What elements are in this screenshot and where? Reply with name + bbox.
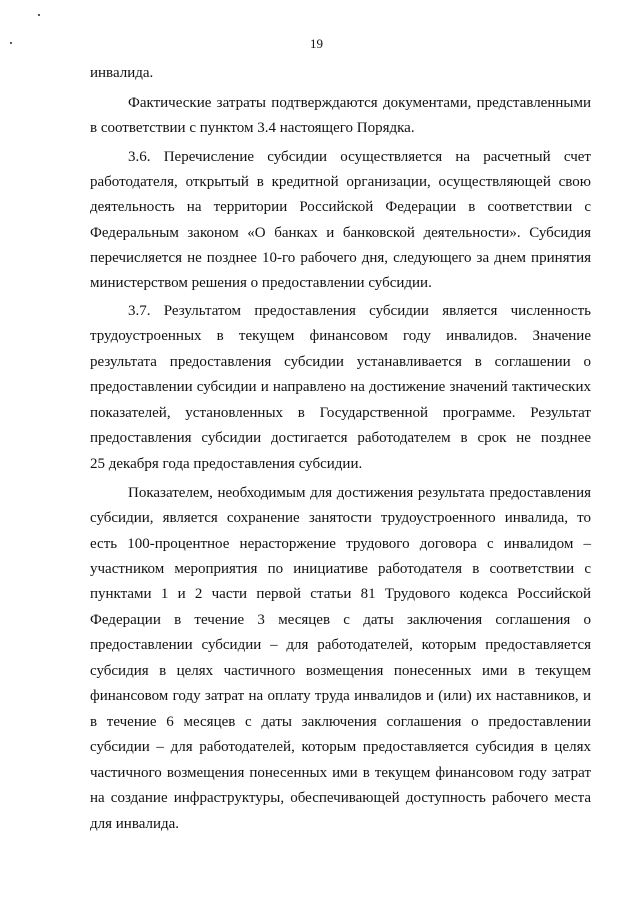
- paragraph-line: инвалида.: [90, 65, 154, 81]
- paragraph-line: на создание инфраструктуры, обеспечивающей доступность рабочего места: [90, 790, 591, 806]
- paragraph-line: работодателя, открытый в кредитной организации, осуществляющей свою: [90, 174, 591, 190]
- paragraph-line: 3.7. Результатом предоставления субсидии является численность: [128, 303, 591, 319]
- paragraph-line: Показателем, необходимым для достижения результата предоставления: [128, 485, 591, 501]
- paragraph-line: Федерации в течение 3 месяцев с даты заключения соглашения о: [90, 612, 591, 628]
- scan-speck: [38, 14, 40, 16]
- paragraph-line: субсидии, является сохранение занятости трудоустроенного инвалида, то: [90, 510, 591, 526]
- paragraph-line: участником мероприятия по инициативе работодателя в соответствии с: [90, 561, 591, 577]
- paragraph-line: в течение 6 месяцев с даты заключения соглашения о предоставлении: [90, 714, 591, 730]
- paragraph-line: Фактические затраты подтверждаются документами, представленными: [128, 95, 591, 111]
- paragraph-line: в соответствии с пунктом 3.4 настоящего Порядка.: [90, 120, 415, 136]
- paragraph-line: есть 100-процентное нерасторжение трудового договора с инвалидом –: [90, 536, 591, 552]
- paragraph-line: перечисляется не позднее 10-го рабочего дня, следующего за днем принятия: [90, 250, 591, 266]
- paragraph-line: деятельность на территории Российской Федерации в соответствии с: [90, 199, 591, 215]
- paragraph-line: финансовом году затрат на оплату труда инвалидов и (или) их наставников, и: [90, 688, 591, 704]
- paragraph-line: частичного возмещения понесенных ими в текущем финансовом году затрат: [90, 765, 591, 781]
- paragraph-line: трудоустроенных в текущем финансовом году инвалидов. Значение: [90, 328, 591, 344]
- paragraph-line: субсидии – для работодателей, которым предоставляется субсидия в целях: [90, 739, 591, 755]
- paragraph-line: предоставлении субсидии и направлено на достижение значений тактических: [90, 379, 591, 395]
- page-number: 19: [310, 36, 323, 51]
- paragraph-line: субсидия в целях частичного возмещения понесенных ими в текущем: [90, 663, 591, 679]
- paragraph-line: 25 декабря года предоставления субсидии.: [90, 456, 363, 472]
- paragraph-line: для инвалида.: [90, 816, 180, 832]
- paragraph-line: предоставлении субсидии – для работодателей, которым предоставляется: [90, 637, 591, 653]
- paragraph-line: Федеральным законом «О банках и банковской деятельности». Субсидия: [90, 225, 591, 241]
- paragraph-line: 3.6. Перечисление субсидии осуществляется на расчетный счет: [128, 149, 591, 165]
- paragraph-line: предоставления субсидии достигается работодателем в срок не позднее: [90, 430, 591, 446]
- paragraph-line: показателей, установленных в Государственной программе. Результат: [90, 405, 591, 421]
- paragraph-line: пунктами 1 и 2 части первой статьи 81 Трудового кодекса Российской: [90, 586, 591, 602]
- paragraph-line: результата предоставления субсидии устанавливается в соглашении о: [90, 354, 591, 370]
- paragraph-line: министерством решения о предоставлении субсидии.: [90, 275, 432, 291]
